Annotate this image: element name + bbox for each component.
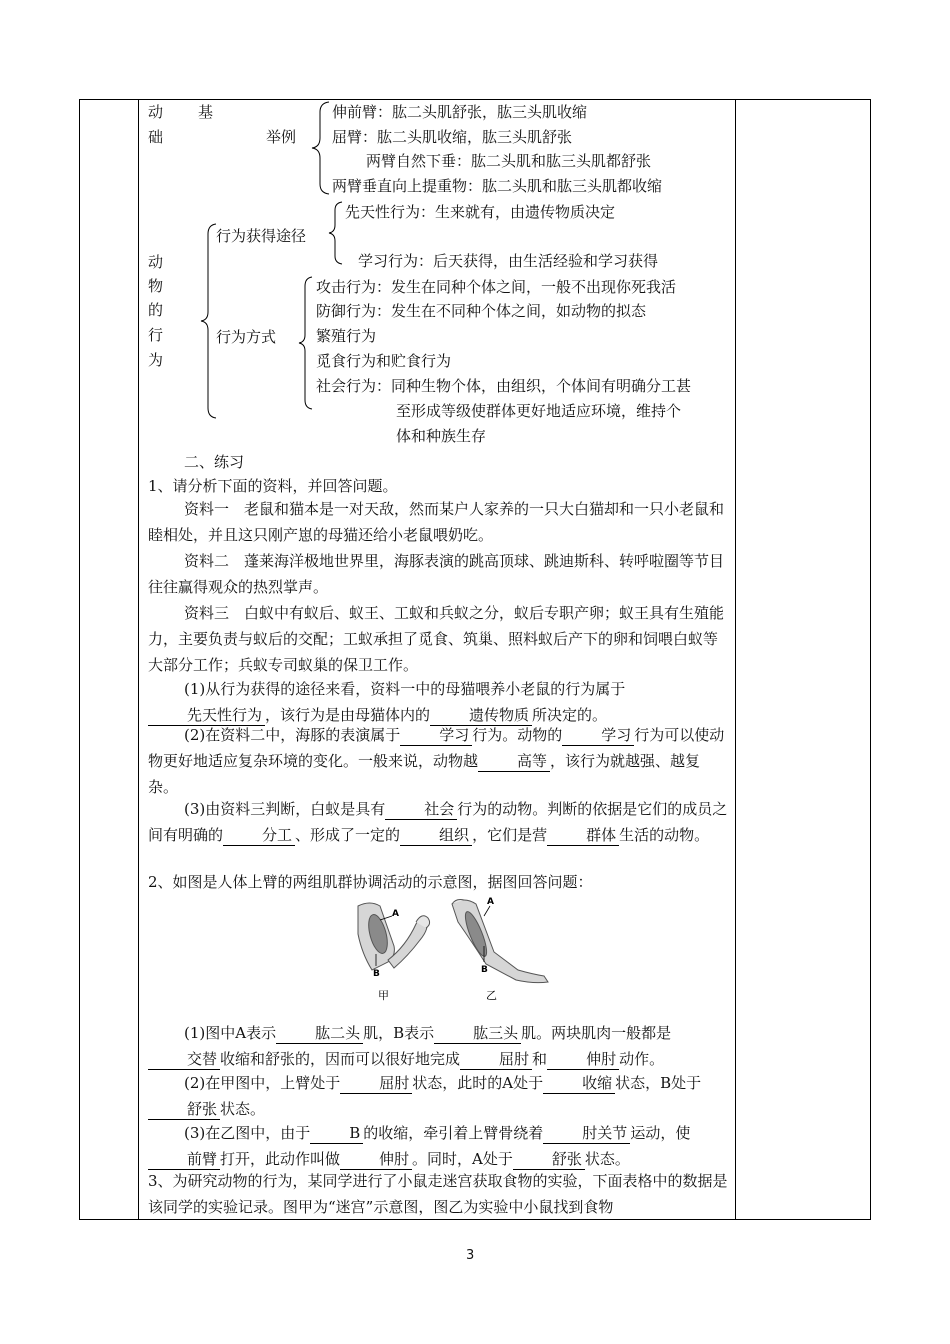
material-1-text: 资料一 老鼠和猫本是一对天敌，然而某户人家养的一只大白猫却和一只小老鼠和睦相处，并且这只刚产崽的母猫还给小老鼠喂奶吃。 — [148, 500, 725, 544]
vertical-title-3: 的 — [148, 301, 164, 319]
question-3-text: 3、为研究动物的行为，某同学进行了小鼠走迷宫获取食物的实验，下面表格中的数据是该同学的实验记录。图甲为“迷宫”示意图，图乙为实验中小鼠找到食物 — [148, 1172, 728, 1216]
q2-2-answer-1: 屈肘 — [340, 1074, 412, 1094]
q1-2-text-c: 行为可以使动物更好地适应复杂环境的变化。一般来说，动物越 — [148, 726, 725, 770]
table-top-border — [79, 99, 871, 100]
q2-1-answer-1: 肱二头 — [276, 1024, 363, 1044]
table-bottom-border — [79, 1219, 871, 1220]
q2-2-text-d: 状态。 — [220, 1100, 266, 1118]
q2-2-text-a: (2)在甲图中，上臂处于 — [184, 1074, 341, 1092]
q2-1-text-c: 肌。两块肌肉一般都是 — [521, 1024, 672, 1042]
arm-yi-drawing — [452, 900, 548, 983]
mode-item-reproduction: 繁殖行为 — [316, 327, 377, 345]
mode-item-foraging: 觅食行为和贮食行为 — [316, 352, 452, 370]
tree-label-ji: 基 — [198, 103, 214, 121]
material-2-text: 资料二 蓬莱海洋极地世界里，海豚表演的跳高顶球、跳迪斯科、转呼啦圈等节目往往赢得观众的热烈掌声。 — [148, 552, 725, 596]
q2-3-text-c: 运动，使 — [630, 1124, 691, 1142]
example-item-4: 两臂垂直向上提重物：肱二头肌和肱三头肌都收缩 — [332, 177, 663, 195]
question-2-1 — [148, 1020, 730, 1072]
vertical-title-1: 动 — [148, 253, 164, 271]
page-number: 3 — [466, 1248, 475, 1263]
example-item-2: 屈臂：肱二头肌收缩，肱三头肌舒张 — [332, 128, 573, 146]
q1-3-text-c: 、形成了一定的 — [295, 826, 401, 844]
table-right-border — [870, 99, 871, 1220]
q2-1-text-a: (1)图中A表示 — [184, 1024, 277, 1042]
fig-label-b-jia: B — [373, 969, 380, 979]
q2-1-text-d: 收缩和舒张的，因而可以很好地完成 — [220, 1050, 461, 1068]
q2-2-text-b: 状态，此时的A处于 — [412, 1074, 544, 1092]
q1-3-text-a: (3)由资料三判断，白蚁是具有 — [184, 800, 386, 818]
q2-3-answer-4: 伸肘 — [340, 1150, 412, 1170]
q1-1-text-c: 所决定的。 — [532, 706, 608, 724]
q1-2-text-b: 行为。动物的 — [472, 726, 563, 744]
tree-label-chu: 础 — [148, 128, 164, 146]
vertical-title-2: 物 — [148, 277, 164, 295]
acquire-item-learned: 学习行为：后天获得，由生活经验和学习获得 — [358, 252, 659, 270]
q2-3-answer-5: 舒张 — [513, 1150, 585, 1170]
q2-2-answer-2: 收缩 — [543, 1074, 615, 1094]
q1-3-answer-2: 分工 — [223, 826, 295, 846]
mode-label: 行为方式 — [216, 328, 277, 346]
q1-1-answer-2: 遗传物质 — [430, 706, 532, 726]
q1-2-answer-2: 学习 — [562, 726, 634, 746]
leader-line-a-yi — [484, 906, 490, 916]
q1-3-answer-4: 群体 — [547, 826, 619, 846]
acquire-item-innate: 先天性行为：生来就有，由遗传物质决定 — [345, 203, 616, 221]
tree-label-dong: 动 — [148, 103, 164, 121]
q1-3-text-b: 行为的动物。判断的依据是它们的成员之间有明确的 — [148, 800, 728, 844]
q1-2-answer-1: 学习 — [400, 726, 472, 746]
q2-2-text-c: 状态，B处于 — [615, 1074, 702, 1092]
q2-1-text-b: 肌，B表示 — [363, 1024, 435, 1042]
q1-1-text-b: ，该行为是由母猫体内的 — [265, 706, 431, 724]
fig-label-a-jia: A — [392, 909, 399, 919]
q1-3-answer-3: 组织 — [400, 826, 472, 846]
material-2 — [148, 548, 730, 600]
q2-1-text-f: 动作。 — [619, 1050, 665, 1068]
tree-label-example: 举例 — [266, 128, 297, 146]
q1-3-text-e: 生活的动物。 — [619, 826, 710, 844]
vertical-title-4: 行 — [148, 326, 164, 344]
question-2-3 — [148, 1120, 730, 1172]
q2-3-answer-2: 肘关节 — [543, 1124, 630, 1144]
material-3-text: 资料三 白蚁中有蚁后、蚁王、工蚁和兵蚁之分，蚁后专职产卵；蚁王具有生殖能力，主要负责与蚁后的交配；工蚁承担了觅食、筑巢、照料蚁后产下的卵和饲喂白蚁等大部分工作；兵蚁专司蚁巢的保卫工作。 — [148, 604, 725, 674]
q2-1-answer-2: 肱三头 — [434, 1024, 521, 1044]
material-3 — [148, 600, 730, 678]
q1-2-answer-3: 高等 — [478, 752, 550, 772]
fig-label-a-yi: A — [487, 897, 494, 907]
q2-3-text-b: 的收缩，牵引着上臂骨绕着 — [363, 1124, 544, 1142]
brace-acquire — [326, 200, 346, 266]
example-item-1: 伸前臂：肱二头肌舒张，肱三头肌收缩 — [332, 103, 588, 121]
question-3 — [148, 1168, 730, 1218]
acquire-label: 行为获得途径 — [216, 227, 307, 245]
question-2-title: 2、如图是人体上臂的两组肌群协调活动的示意图，据图回答问题： — [148, 873, 593, 891]
mode-item-attack: 攻击行为：发生在同种个体之间，一般不出现你死我活 — [316, 278, 677, 296]
q2-1-text-e: 和 — [532, 1050, 548, 1068]
arm-muscle-figure — [348, 894, 558, 1010]
table-col-divider-1 — [138, 99, 139, 1220]
q2-3-answer-3: 前臂 — [148, 1150, 220, 1170]
question-1-title: 1、请分析下面的资料，并回答问题。 — [148, 477, 398, 495]
q2-2-answer-3: 舒张 — [148, 1100, 220, 1120]
table-left-border — [79, 99, 80, 1220]
brace-behavior — [198, 222, 220, 420]
question-1-1 — [148, 676, 730, 728]
q2-3-text-e: 。同时，A处于 — [412, 1150, 513, 1168]
q2-1-answer-4: 屈肘 — [460, 1050, 532, 1070]
q2-3-text-d: 打开，此动作叫做 — [220, 1150, 341, 1168]
q1-2-text-a: (2)在资料二中，海豚的表演属于 — [184, 726, 401, 744]
practice-heading: 二、练习 — [184, 453, 245, 471]
q1-3-answer-1: 社会 — [385, 800, 457, 820]
q2-3-text-f: 状态。 — [584, 1150, 630, 1168]
question-2-2 — [148, 1070, 730, 1122]
brace-mode — [296, 275, 316, 411]
vertical-title-5: 为 — [148, 351, 164, 369]
q1-1-answer-1: 先天性行为 — [148, 706, 265, 726]
example-item-3: 两臂自然下垂：肱二头肌和肱三头肌都舒张 — [366, 152, 652, 170]
q1-1-text-a: (1)从行为获得的途径来看，资料一中的母猫喂养小老鼠的行为属于 — [184, 680, 626, 698]
mode-item-social-cont-1: 至形成等级使群体更好地适应环境，维持个 — [396, 402, 682, 420]
table-col-divider-2 — [735, 99, 736, 1220]
fig-label-b-yi: B — [481, 965, 488, 975]
q2-1-answer-5: 伸肘 — [547, 1050, 619, 1070]
question-1-2 — [148, 722, 730, 800]
mode-item-social-cont-2: 体和种族生存 — [396, 427, 487, 445]
fig-caption-yi: 乙 — [486, 989, 497, 1002]
q2-3-answer-1: B — [310, 1124, 363, 1144]
question-1-3 — [148, 796, 730, 848]
q2-3-text-a: (3)在乙图中，由于 — [184, 1124, 311, 1142]
material-1 — [148, 496, 730, 548]
mode-item-social: 社会行为：同种生物个体，由组织，个体间有明确分工甚 — [316, 377, 692, 395]
q1-2-text-d: ，该行为就越强、越复杂。 — [148, 752, 701, 796]
mode-item-defense: 防御行为：发生在不同种个体之间，如动物的拟态 — [316, 302, 647, 320]
brace-example — [309, 100, 333, 196]
fig-caption-jia: 甲 — [378, 989, 389, 1002]
q2-1-answer-3: 交替 — [148, 1050, 220, 1070]
q1-3-text-d: ，它们是营 — [472, 826, 548, 844]
